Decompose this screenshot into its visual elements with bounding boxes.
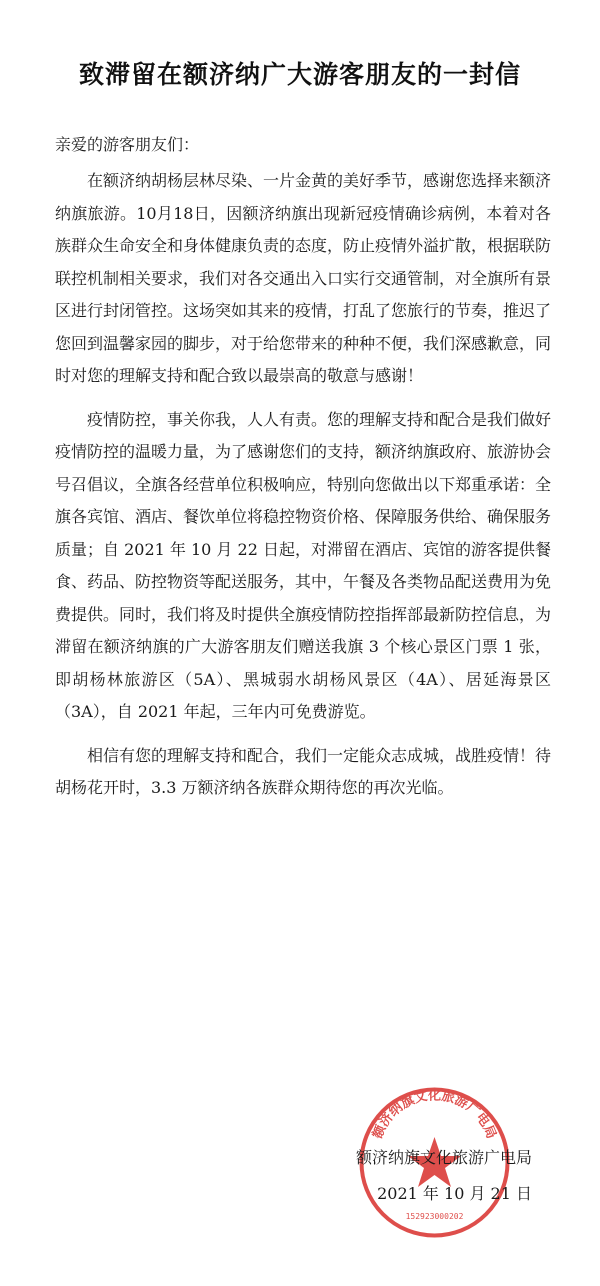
paragraph-2: 疫情防控，事关你我，人人有责。您的理解支持和配合是我们做好疫情防控的温暖力量，为了感谢您们的支持，额济纳旗政府、旅游协会号召倡议，全旗各经营单位积极响应，特别向您做出以下郑重承诺：全旗各宾馆、酒店、餐饮单位将稳控物资价格、保障服务供给、确保服务质量；自 2021 年 10 月 22 日起，对滞留在酒店、宾馆的游客提供餐食、药品、防控物资等配送服务，其中，午餐及各类物品配送费用为免费提供。同时，我们将及时提供全旗疫情防控指挥部最新防控信息，为滞留在额济纳旗的广大游客朋友们赠送我旗 3 个核心景区门票 1 张，即胡杨林旅游区（5A）、黑城弱水胡杨风景区（4A）、居延海景区（3A），自 2021 年起，三年内可免费游览。 <box>55 409 552 721</box>
page-title: 致滞留在额济纳广大游客朋友的一封信 <box>78 59 521 89</box>
signature-date: 2021 年 10 月 21 日 <box>377 1184 532 1203</box>
signature-org: 额济纳旗文化旅游广电局 <box>355 1148 532 1167</box>
salutation: 亲爱的游客朋友们： <box>55 135 200 154</box>
letter-body <box>55 165 551 816</box>
paragraph-1: 在额济纳胡杨层林尽染、一片金黄的美好季节，感谢您选择来额济纳旗旅游。10月18日，因额济纳旗出现新冠疫情确诊病例，本着对各族群众生命安全和身体健康负责的态度，防止疫情外溢扩散，根据联防联控机制相关要求，我们对各交通出入口实行交通管制，对全旗所有景区进行封闭管控。这场突如其来的疫情，打乱了您旅行的节奏，推迟了您回到温馨家园的脚步，对于给您带来的种种不便，我们深感歉意，同时对您的理解支持和配合致以最崇高的敬意与感谢！ <box>55 171 552 385</box>
signature-block <box>356 1140 532 1212</box>
seal-serial: 152923000202 <box>405 1212 464 1221</box>
paragraph-3: 相信有您的理解支持和配合，我们一定能众志成城，战胜疫情！待胡杨花开时，3.3 万额济纳各族群众期待您的再次光临。 <box>55 745 552 797</box>
svg-text:额济纳旗文化旅游广电局: 额济纳旗文化旅游广电局 <box>370 1088 499 1142</box>
